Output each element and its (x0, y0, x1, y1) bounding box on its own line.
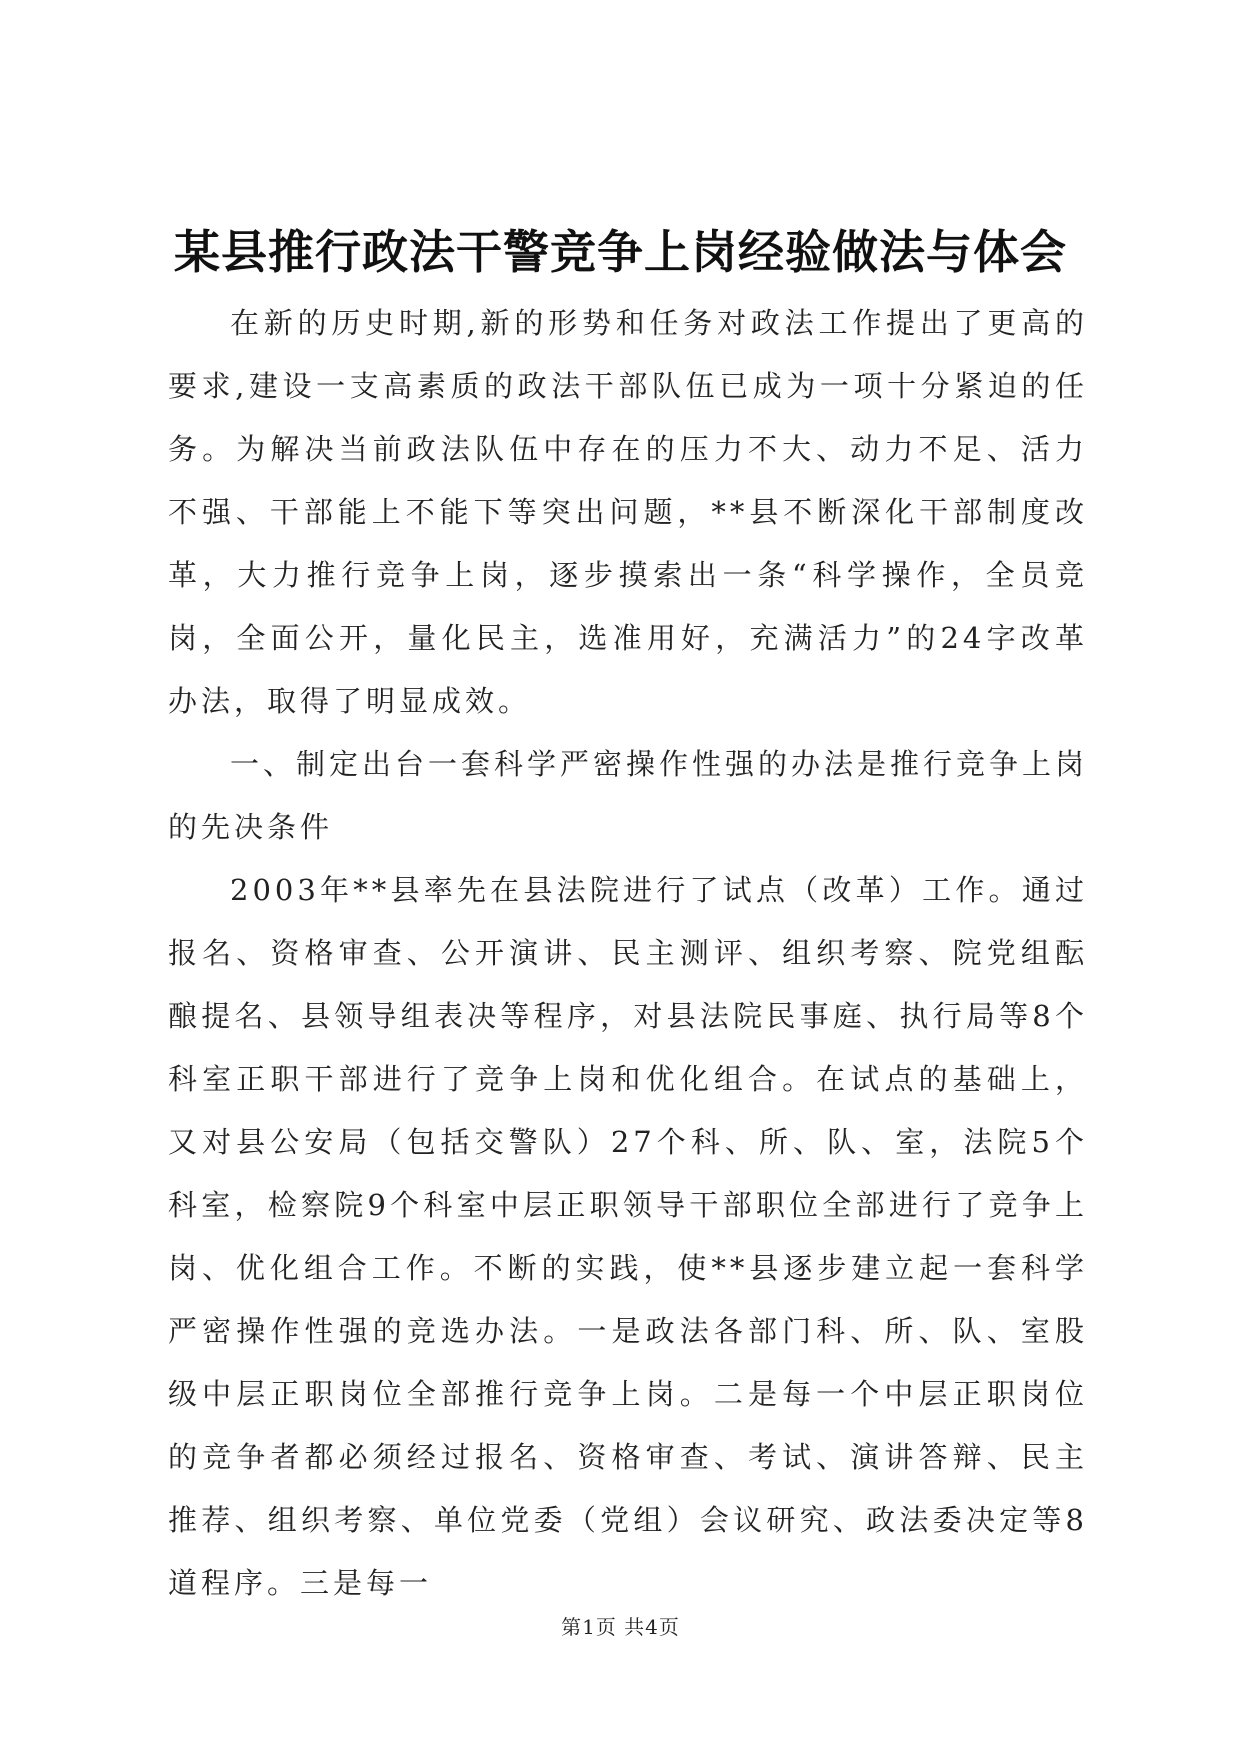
page-number-footer: 第1页 共4页 (561, 1615, 680, 1639)
page-title: 某县推行政法干警竞争上岗经验做法与体会 (174, 225, 1067, 279)
section-heading-1: 一、制定出台一套科学严密操作性强的办法是推行竞争上岗的先决条件 (168, 747, 1089, 844)
intro-paragraph: 在新的历史时期,新的形势和任务对政法工作提出了更高的要求,建设一支高素质的政法干部队伍已成为一项十分紧迫的任务。为解决当前政法队伍中存在的压力不大、动力不足、活力不强、干部能上不能下等突出问题，**县不断深化干部制度改革，大力推行竞争上岗，逐步摸索出一条“科学操作，全员竞岗，全面公开，量化民主，选准用好，充满活力”的24字改革办法，取得了明显成效。 (168, 306, 1088, 718)
section-1-paragraph: 2003年**县率先在县法院进行了试点（改革）工作。通过报名、资格审查、公开演讲、民主测评、组织考察、院党组酝酿提名、县领导组表决等程序，对县法院民事庭、执行局等8个科室正职干部进行了竞争上岗和优化组合。在试点的基础上，又对县公安局（包括交警队）27个科、所、队、室，法院5个科室，检察院9个科室中层正职领导干部职位全部进行了竞争上岗、优化组合工作。不断的实践，使**县逐步建立起一套科学严密操作性强的竞选办法。一是政法各部门科、所、队、室股级中层正职岗位全部推行竞争上岗。二是每一个中层正职岗位的竞争者都必须经过报名、资格审查、考试、演讲答辩、民主推荐、组织考察、单位党委（党组）会议研究、政法委决定等8道程序。三是每一 (168, 873, 1088, 1600)
document-body (168, 292, 1088, 1615)
